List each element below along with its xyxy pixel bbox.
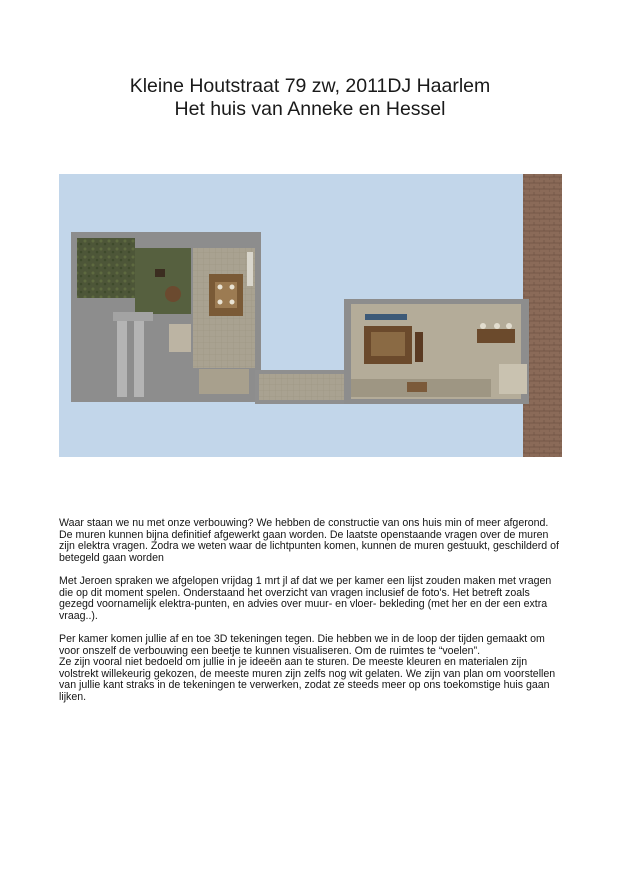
paragraph-line: Met Jeroen spraken we afgelopen vrijdag 1 mrt jl af dat we per kamer een lijst zouden maken met vragen die op dit moment spelen. Onderstaand het overzicht van vragen inclusief de foto's. Het betreft zoals gezegd voornamelijk elektra-punten, en advies over muur- en vloer- bekleding (met her en der een extra vraag..).	[59, 574, 552, 622]
paragraph	[59, 576, 564, 622]
floorplan-svg	[59, 174, 562, 457]
garden-room	[135, 248, 191, 314]
paragraph	[59, 518, 564, 564]
title-address: Kleine Houtstraat 79 zw, 2011DJ Haarlem	[129, 75, 491, 97]
title-subtitle: Het huis van Anneke en Hessel	[174, 98, 446, 120]
stairs	[499, 364, 527, 394]
floorplan-render	[59, 174, 562, 457]
paragraph-line: Per kamer komen jullie af en toe 3D tekeningen tegen. Die hebben we in de loop der tijden gemaakt om voor onszelf de verbouwing een beetje te kunnen visualiseren. Om de ruimtes te “voelen”.	[59, 632, 545, 657]
garden-area	[77, 238, 135, 298]
paragraph	[59, 634, 564, 704]
pillar-left	[117, 319, 127, 397]
body-text	[59, 518, 564, 715]
paragraph-line: Waar staan we nu met onze verbouwing? We hebben de constructie van ons huis min of meer afgerond.	[59, 517, 549, 529]
pillar-right	[134, 319, 144, 397]
dining-table	[477, 329, 515, 343]
page-title	[0, 75, 620, 121]
paragraph-line: Ze zijn vooral niet bedoeld om jullie in je ideeën aan te sturen. De meeste kleuren en materialen zijn volstrekt willekeurig gekozen, de meeste muren zijn zelfs nog wit gelaten. We zijn van plan om voorstellen van jullie kant straks in de tekeningen te verwerken, zodat ze steeds meer op ons toekomstige huis gaan lijken.	[59, 656, 556, 703]
paragraph-line: De muren kunnen bijna definitief afgewerkt gaan worden. De laatste openstaande vragen over de muren zijn elektra vragen. Zodra we weten waar de lichtpunten komen, kunnen de muren gestuukt, geschilderd of betegeld gaan worden	[59, 528, 559, 564]
